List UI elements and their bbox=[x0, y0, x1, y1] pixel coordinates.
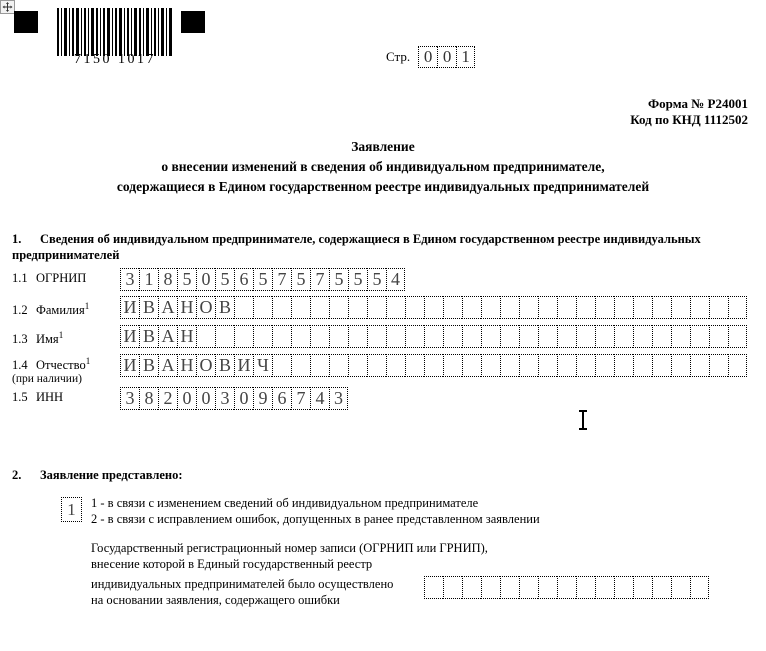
field-firstname-label-text: Имя bbox=[36, 332, 59, 347]
char-cell[interactable] bbox=[215, 325, 234, 348]
char-cell[interactable]: 0 bbox=[177, 387, 196, 410]
char-cell[interactable] bbox=[576, 354, 595, 377]
field-inn-label bbox=[12, 387, 120, 405]
char-cell[interactable]: А bbox=[158, 354, 177, 377]
char-cell[interactable]: 0 bbox=[234, 387, 253, 410]
char-cell[interactable] bbox=[310, 354, 329, 377]
field-patronymic-label-text: Отчество bbox=[36, 358, 86, 373]
page-number bbox=[386, 46, 475, 68]
char-cell[interactable] bbox=[462, 325, 481, 348]
grnip-note-line3: индивидуальных предпринимателей было осуществлено bbox=[91, 577, 394, 591]
char-cell[interactable] bbox=[272, 354, 291, 377]
char-cell[interactable] bbox=[386, 296, 405, 319]
char-cell[interactable] bbox=[557, 354, 576, 377]
application-type-input[interactable]: 1 bbox=[61, 497, 82, 522]
char-cell[interactable]: 2 bbox=[158, 387, 177, 410]
char-cell[interactable] bbox=[443, 354, 462, 377]
char-cell[interactable] bbox=[443, 576, 462, 599]
char-cell[interactable] bbox=[272, 296, 291, 319]
char-cell[interactable] bbox=[671, 576, 690, 599]
field-patronymic-footnote: 1 bbox=[85, 356, 91, 366]
char-cell[interactable] bbox=[709, 354, 728, 377]
field-firstname bbox=[12, 325, 747, 348]
char-cell[interactable]: 7 bbox=[291, 387, 310, 410]
char-cell[interactable] bbox=[348, 354, 367, 377]
char-cell[interactable] bbox=[481, 296, 500, 319]
char-cell[interactable] bbox=[519, 296, 538, 319]
char-cell[interactable]: В bbox=[215, 296, 234, 319]
char-cell[interactable]: Н bbox=[177, 354, 196, 377]
char-cell[interactable] bbox=[538, 296, 557, 319]
field-inn bbox=[12, 387, 348, 410]
field-patronymic-label bbox=[12, 354, 120, 386]
char-cell[interactable]: 5 bbox=[215, 268, 234, 291]
registration-mark-right bbox=[181, 11, 205, 33]
char-cell[interactable] bbox=[310, 296, 329, 319]
title-line2: о внесении изменений в сведения об индивидуальном предпринимателе, bbox=[161, 159, 605, 174]
field-inn-number: 1.5 bbox=[12, 390, 28, 404]
char-cell[interactable]: Ч bbox=[253, 354, 272, 377]
char-cell[interactable] bbox=[633, 296, 652, 319]
char-cell[interactable] bbox=[481, 354, 500, 377]
char-cell[interactable]: 7 bbox=[310, 268, 329, 291]
char-cell[interactable] bbox=[595, 296, 614, 319]
application-type-options bbox=[91, 495, 540, 527]
char-cell[interactable] bbox=[671, 296, 690, 319]
char-cell[interactable] bbox=[595, 576, 614, 599]
char-cell[interactable] bbox=[538, 576, 557, 599]
char-cell[interactable] bbox=[405, 354, 424, 377]
char-cell[interactable] bbox=[652, 354, 671, 377]
char-cell[interactable] bbox=[614, 576, 633, 599]
application-type-option-1[interactable]: 1 - в связи с изменением сведений об индивидуальном предпринимателе bbox=[91, 496, 479, 510]
char-cell[interactable]: 7 bbox=[272, 268, 291, 291]
field-surname-number: 1.2 bbox=[12, 303, 28, 318]
char-cell[interactable]: В bbox=[139, 296, 158, 319]
char-cell[interactable]: 1 bbox=[139, 268, 158, 291]
char-cell[interactable] bbox=[709, 296, 728, 319]
field-surname-label-text: Фамилия bbox=[36, 303, 85, 318]
char-cell[interactable]: 3 bbox=[329, 387, 348, 410]
char-cell[interactable] bbox=[424, 576, 443, 599]
char-cell[interactable] bbox=[462, 576, 481, 599]
text-caret-icon bbox=[578, 409, 588, 431]
char-cell[interactable] bbox=[709, 325, 728, 348]
grnip-note-top bbox=[91, 540, 488, 572]
char-cell[interactable] bbox=[405, 296, 424, 319]
field-inn-label-text: ИНН bbox=[36, 390, 64, 404]
field-inn-input[interactable] bbox=[120, 387, 348, 410]
char-cell[interactable] bbox=[519, 576, 538, 599]
char-cell[interactable] bbox=[595, 325, 614, 348]
char-cell[interactable] bbox=[728, 325, 747, 348]
char-cell[interactable]: Н bbox=[177, 296, 196, 319]
char-cell[interactable] bbox=[291, 354, 310, 377]
grnip-note-line1: Государственный регистрационный номер записи (ОГРНИП или ГРНИП), bbox=[91, 541, 488, 555]
char-cell[interactable] bbox=[234, 296, 253, 319]
char-cell[interactable] bbox=[310, 325, 329, 348]
char-cell[interactable]: 6 bbox=[272, 387, 291, 410]
char-cell[interactable]: 0 bbox=[418, 46, 437, 68]
field-ogrnip bbox=[12, 268, 405, 291]
char-cell[interactable]: 5 bbox=[348, 268, 367, 291]
char-cell[interactable]: 4 bbox=[386, 268, 405, 291]
form-number-header bbox=[630, 96, 748, 128]
char-cell[interactable] bbox=[481, 325, 500, 348]
field-surname-input[interactable] bbox=[120, 296, 747, 319]
form-number-line1: Форма № Р24001 bbox=[648, 96, 748, 111]
char-cell[interactable] bbox=[253, 296, 272, 319]
char-cell[interactable]: В bbox=[139, 354, 158, 377]
char-cell[interactable]: 6 bbox=[234, 268, 253, 291]
char-cell[interactable] bbox=[291, 296, 310, 319]
char-cell[interactable] bbox=[519, 325, 538, 348]
char-cell[interactable] bbox=[652, 576, 671, 599]
field-firstname-input[interactable] bbox=[120, 325, 747, 348]
field-ogrnip-input[interactable] bbox=[120, 268, 405, 291]
title-line1: Заявление bbox=[351, 139, 415, 154]
char-cell[interactable]: И bbox=[120, 296, 139, 319]
char-cell[interactable] bbox=[500, 325, 519, 348]
application-type-option-2[interactable]: 2 - в связи с исправлением ошибок, допущенных в ранее представленном заявлении bbox=[91, 512, 540, 526]
page-number-label: Стр. bbox=[386, 49, 411, 64]
char-cell[interactable] bbox=[348, 296, 367, 319]
char-cell[interactable] bbox=[690, 354, 709, 377]
char-cell[interactable]: 3 bbox=[215, 387, 234, 410]
char-cell[interactable] bbox=[557, 325, 576, 348]
char-cell[interactable] bbox=[557, 296, 576, 319]
char-cell[interactable] bbox=[367, 296, 386, 319]
field-firstname-label bbox=[12, 325, 120, 347]
registration-mark-left bbox=[14, 11, 38, 33]
section-1-number: 1. bbox=[12, 232, 22, 246]
field-patronymic bbox=[12, 354, 747, 386]
char-cell[interactable] bbox=[234, 325, 253, 348]
char-cell[interactable] bbox=[462, 354, 481, 377]
char-cell[interactable]: И bbox=[120, 354, 139, 377]
form-number-line2: Код по КНД 1112502 bbox=[630, 112, 748, 127]
char-cell[interactable] bbox=[462, 296, 481, 319]
section-1-heading-text: Сведения об индивидуальном предпринимателе, содержащиеся в Едином государственном реестре индивидуальных предпринимателей bbox=[12, 232, 701, 262]
grnip-note-line4: на основании заявления, содержащего ошибки bbox=[91, 593, 340, 607]
move-handle-icon[interactable] bbox=[0, 0, 15, 14]
char-cell[interactable]: 8 bbox=[139, 387, 158, 410]
grnip-note-line2: внесение которой в Единый государственный реестр bbox=[91, 557, 373, 571]
char-cell[interactable]: 5 bbox=[329, 268, 348, 291]
char-cell[interactable] bbox=[728, 296, 747, 319]
section-2-number: 2. bbox=[12, 468, 22, 482]
page-number-cells[interactable] bbox=[418, 46, 475, 68]
char-cell[interactable]: 3 bbox=[120, 387, 139, 410]
char-cell[interactable] bbox=[557, 576, 576, 599]
barcode-icon bbox=[57, 8, 173, 56]
char-cell[interactable] bbox=[443, 296, 462, 319]
char-cell[interactable] bbox=[538, 325, 557, 348]
char-cell[interactable]: 3 bbox=[120, 268, 139, 291]
field-firstname-footnote: 1 bbox=[58, 330, 64, 340]
char-cell[interactable] bbox=[443, 325, 462, 348]
barcode-digits: 7150 1017 bbox=[74, 52, 156, 67]
char-cell[interactable]: 9 bbox=[253, 387, 272, 410]
char-cell[interactable]: О bbox=[196, 354, 215, 377]
field-patronymic-number: 1.4 bbox=[12, 358, 28, 373]
char-cell[interactable] bbox=[348, 325, 367, 348]
field-ogrnip-label-text: ОГРНИП bbox=[36, 271, 87, 285]
char-cell[interactable] bbox=[424, 325, 443, 348]
field-ogrnip-number: 1.1 bbox=[12, 271, 28, 285]
char-cell[interactable]: 8 bbox=[158, 268, 177, 291]
grnip-note-bottom bbox=[91, 576, 393, 608]
char-cell[interactable]: Н bbox=[177, 325, 196, 348]
char-cell[interactable] bbox=[329, 354, 348, 377]
char-cell[interactable]: 5 bbox=[177, 268, 196, 291]
field-surname-label bbox=[12, 296, 120, 318]
char-cell[interactable]: А bbox=[158, 325, 177, 348]
char-cell[interactable]: 0 bbox=[196, 387, 215, 410]
char-cell[interactable] bbox=[386, 325, 405, 348]
char-cell[interactable] bbox=[500, 296, 519, 319]
char-cell[interactable] bbox=[272, 325, 291, 348]
char-cell[interactable]: 4 bbox=[310, 387, 329, 410]
section-1-heading bbox=[12, 231, 756, 263]
char-cell[interactable] bbox=[424, 296, 443, 319]
char-cell[interactable]: В bbox=[215, 354, 234, 377]
char-cell[interactable] bbox=[500, 576, 519, 599]
char-cell[interactable] bbox=[728, 354, 747, 377]
char-cell[interactable]: 0 bbox=[437, 46, 456, 68]
char-cell[interactable] bbox=[329, 325, 348, 348]
section-2-heading bbox=[12, 468, 183, 483]
char-cell[interactable] bbox=[291, 325, 310, 348]
char-cell[interactable]: О bbox=[196, 296, 215, 319]
grnip-number-input[interactable] bbox=[424, 576, 709, 599]
char-cell[interactable] bbox=[386, 354, 405, 377]
field-patronymic-sublabel: (при наличии) bbox=[12, 373, 82, 386]
char-cell[interactable] bbox=[614, 354, 633, 377]
char-cell[interactable] bbox=[595, 354, 614, 377]
char-cell[interactable] bbox=[671, 325, 690, 348]
char-cell[interactable]: 1 bbox=[456, 46, 475, 68]
char-cell[interactable]: А bbox=[158, 296, 177, 319]
char-cell[interactable] bbox=[652, 296, 671, 319]
char-cell[interactable] bbox=[633, 325, 652, 348]
char-cell[interactable]: И bbox=[234, 354, 253, 377]
char-cell[interactable]: 5 bbox=[291, 268, 310, 291]
char-cell[interactable] bbox=[481, 576, 500, 599]
char-cell[interactable] bbox=[576, 325, 595, 348]
char-cell[interactable] bbox=[405, 325, 424, 348]
field-ogrnip-label bbox=[12, 268, 120, 286]
field-surname-footnote: 1 bbox=[84, 301, 90, 311]
char-cell[interactable] bbox=[196, 325, 215, 348]
char-cell[interactable] bbox=[690, 325, 709, 348]
field-surname bbox=[12, 296, 747, 319]
char-cell[interactable] bbox=[614, 325, 633, 348]
char-cell[interactable]: В bbox=[139, 325, 158, 348]
char-cell[interactable] bbox=[367, 325, 386, 348]
char-cell[interactable] bbox=[690, 296, 709, 319]
title-line3: содержащиеся в Едином государственном реестре индивидуальных предпринимателей bbox=[116, 179, 650, 194]
char-cell[interactable] bbox=[690, 576, 709, 599]
field-patronymic-input[interactable] bbox=[120, 354, 747, 377]
char-cell[interactable] bbox=[633, 576, 652, 599]
char-cell[interactable] bbox=[329, 296, 348, 319]
field-firstname-number: 1.3 bbox=[12, 332, 28, 347]
char-cell[interactable] bbox=[519, 354, 538, 377]
char-cell[interactable] bbox=[424, 354, 443, 377]
char-cell[interactable]: 5 bbox=[253, 268, 272, 291]
section-2-heading-text: Заявление представлено: bbox=[40, 468, 183, 482]
char-cell[interactable] bbox=[671, 354, 690, 377]
char-cell[interactable] bbox=[576, 296, 595, 319]
char-cell[interactable] bbox=[253, 325, 272, 348]
page-title bbox=[0, 137, 766, 197]
char-cell[interactable] bbox=[633, 354, 652, 377]
char-cell[interactable] bbox=[614, 296, 633, 319]
char-cell[interactable]: И bbox=[120, 325, 139, 348]
char-cell[interactable] bbox=[367, 354, 386, 377]
char-cell[interactable] bbox=[576, 576, 595, 599]
char-cell[interactable] bbox=[652, 325, 671, 348]
char-cell[interactable]: 0 bbox=[196, 268, 215, 291]
char-cell[interactable]: 5 bbox=[367, 268, 386, 291]
char-cell[interactable] bbox=[538, 354, 557, 377]
char-cell[interactable] bbox=[500, 354, 519, 377]
